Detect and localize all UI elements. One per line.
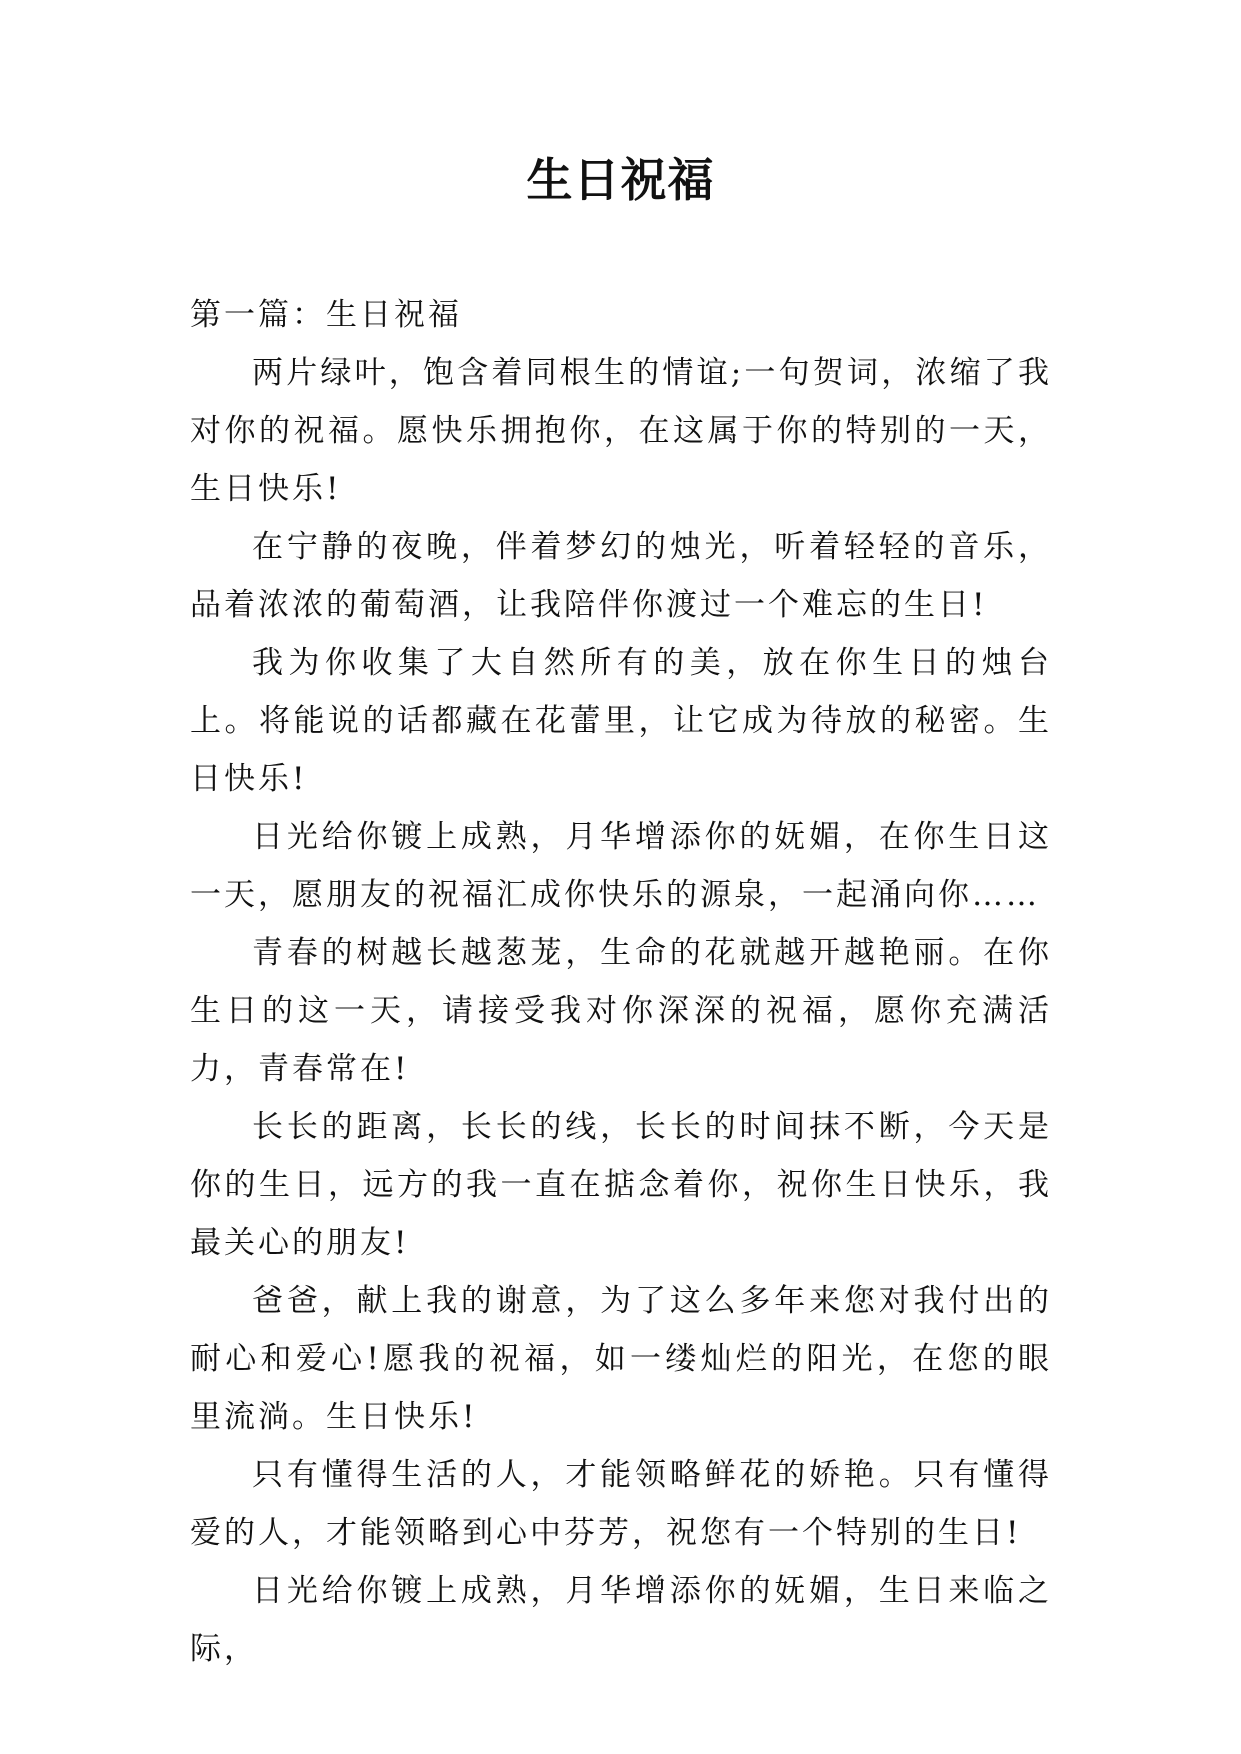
- document-title: 生日祝福: [526, 153, 715, 207]
- paragraph: 在宁静的夜晚，伴着梦幻的烛光，听着轻轻的音乐，品着浓浓的葡萄酒，让我陪伴你渡过一个难忘的生日!: [190, 529, 1052, 623]
- paragraph: 爸爸，献上我的谢意，为了这么多年来您对我付出的耐心和爱心!愿我的祝福，如一缕灿烂的阳光，在您的眼里流淌。生日快乐!: [190, 1283, 1052, 1435]
- paragraph: 日光给你镀上成熟，月华增添你的妩媚，生日来临之际，: [190, 1573, 1052, 1667]
- paragraph: 长长的距离，长长的线，长长的时间抹不断，今天是你的生日，远方的我一直在掂念着你，祝你生日快乐，我最关心的朋友!: [190, 1109, 1052, 1261]
- paragraph: 只有懂得生活的人，才能领略鲜花的娇艳。只有懂得爱的人，才能领略到心中芬芳，祝您有一个特别的生日!: [190, 1457, 1052, 1551]
- document-body: [190, 286, 1052, 1678]
- paragraph: 我为你收集了大自然所有的美，放在你生日的烛台上。将能说的话都藏在花蕾里，让它成为待放的秘密。生日快乐!: [190, 645, 1052, 797]
- section-heading: 第一篇：生日祝福: [190, 297, 462, 333]
- paragraph: 青春的树越长越葱茏，生命的花就越开越艳丽。在你生日的这一天，请接受我对你深深的祝福，愿你充满活力，青春常在!: [190, 935, 1052, 1087]
- paragraph: 两片绿叶，饱含着同根生的情谊;一句贺词，浓缩了我对你的祝福。愿快乐拥抱你，在这属于你的特别的一天，生日快乐!: [190, 355, 1052, 507]
- paragraph: 日光给你镀上成熟，月华增添你的妩媚，在你生日这一天，愿朋友的祝福汇成你快乐的源泉，一起涌向你……: [190, 819, 1052, 913]
